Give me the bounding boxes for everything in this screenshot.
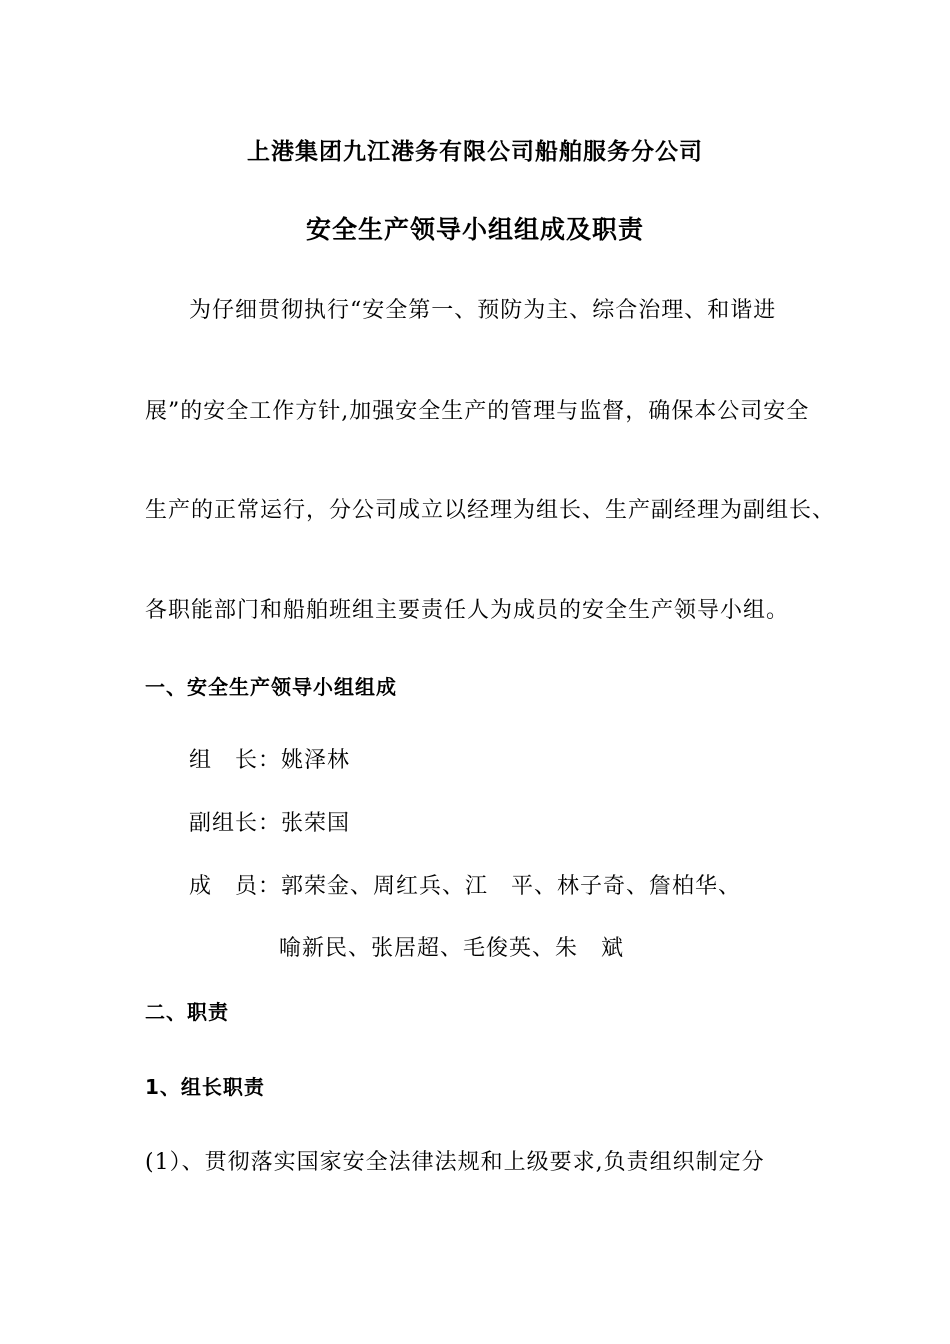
subsection-heading-leader-duties: 1、组长职责 (145, 1075, 265, 1099)
duty-item-1: (1）、贯彻落实国家安全法律法规和上级要求,负责组织制定分 (145, 1150, 765, 1175)
leader-line: 组 长：姚泽林 (189, 748, 351, 773)
section-heading-composition: 一、安全生产领导小组组成 (145, 675, 397, 699)
members-line-1: 成 员：郭荣金、周红兵、江 平、林子奇、詹柏华、 (189, 874, 742, 899)
intro-paragraph-line-1: 为仔细贯彻执行“安全第一、预防为主、综合治理、和谐进 (189, 298, 777, 323)
document-title-company: 上港集团九江港务有限公司船舶服务分公司 (247, 139, 703, 165)
intro-paragraph-line-3: 生产的正常运行，分公司成立以经理为组长、生产副经理为副组长、 (145, 498, 836, 523)
section-heading-duties: 二、职责 (145, 1000, 229, 1024)
members-line-2: 喻新民、张居超、毛俊英、朱 斌 (279, 936, 625, 961)
intro-paragraph-line-2: 展”的安全工作方针,加强安全生产的管理与监督，确保本公司安全 (145, 399, 810, 424)
document-title-main: 安全生产领导小组组成及职责 (305, 215, 644, 244)
deputy-leader-line: 副组长：张荣国 (189, 811, 351, 836)
intro-paragraph-line-4: 各职能部门和船舶班组主要责任人为成员的安全生产领导小组。 (145, 598, 790, 623)
